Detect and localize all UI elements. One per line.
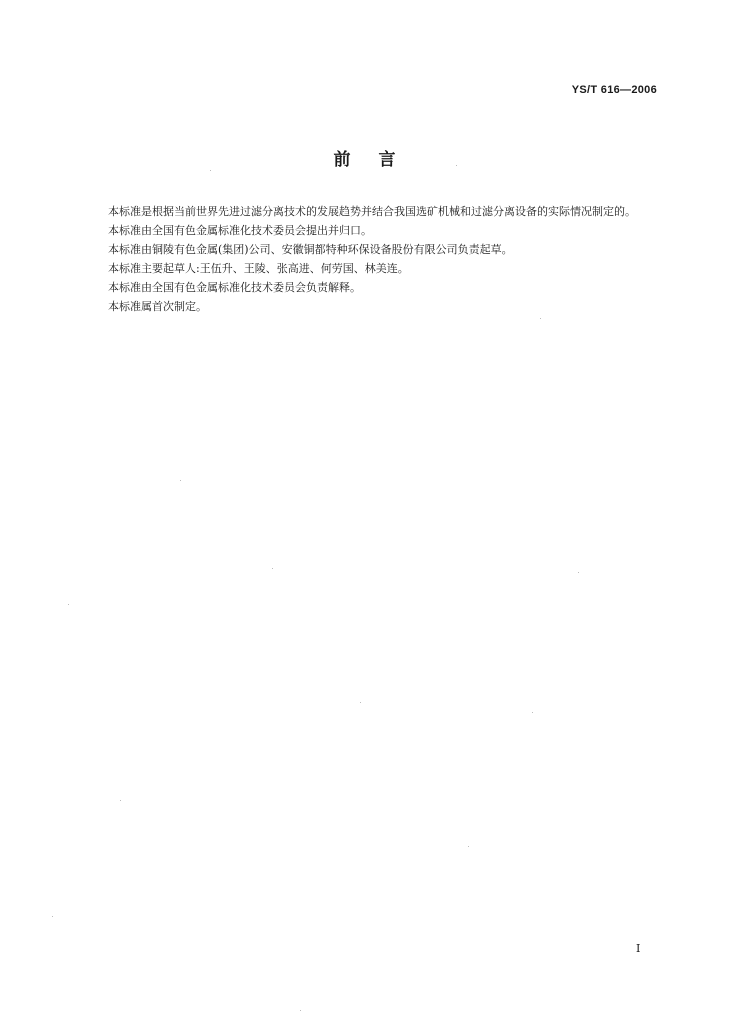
- paragraph: 本标准由全国有色金属标准化技术委员会负责解释。: [108, 281, 361, 294]
- scan-speck: [540, 318, 541, 319]
- standard-code: YS/T 616—2006: [571, 84, 657, 96]
- scan-speck: [272, 568, 273, 569]
- scan-speck: [468, 846, 469, 847]
- paragraph: 本标准由全国有色金属标准化技术委员会提出并归口。: [108, 224, 372, 237]
- page-title: [0, 145, 729, 170]
- paragraph: 本标准是根据当前世界先进过滤分离技术的发展趋势并结合我国选矿机械和过滤分离设备的实际情况制定的。: [108, 205, 636, 218]
- paragraph: 本标准属首次制定。: [108, 300, 207, 313]
- page-number: I: [636, 942, 641, 955]
- scan-speck: [210, 170, 211, 171]
- title-char-1: 前: [333, 150, 351, 170]
- scan-speck: [180, 480, 181, 481]
- scan-speck: [300, 1010, 301, 1011]
- scan-speck: [360, 702, 361, 703]
- preface-body: [86, 202, 666, 316]
- scan-speck: [120, 800, 121, 801]
- title-char-2: 言: [378, 150, 396, 170]
- paragraph: 本标准由铜陵有色金属(集团)公司、安徽铜都特种环保设备股份有限公司负责起草。: [108, 243, 513, 256]
- scan-speck: [578, 572, 579, 573]
- scan-speck: [68, 604, 69, 605]
- scan-speck: [532, 712, 533, 713]
- scan-speck: [52, 916, 53, 917]
- paragraph: 本标准主要起草人:王伍升、王陵、张高进、何劳国、林美连。: [108, 262, 409, 275]
- scan-speck: [456, 165, 457, 166]
